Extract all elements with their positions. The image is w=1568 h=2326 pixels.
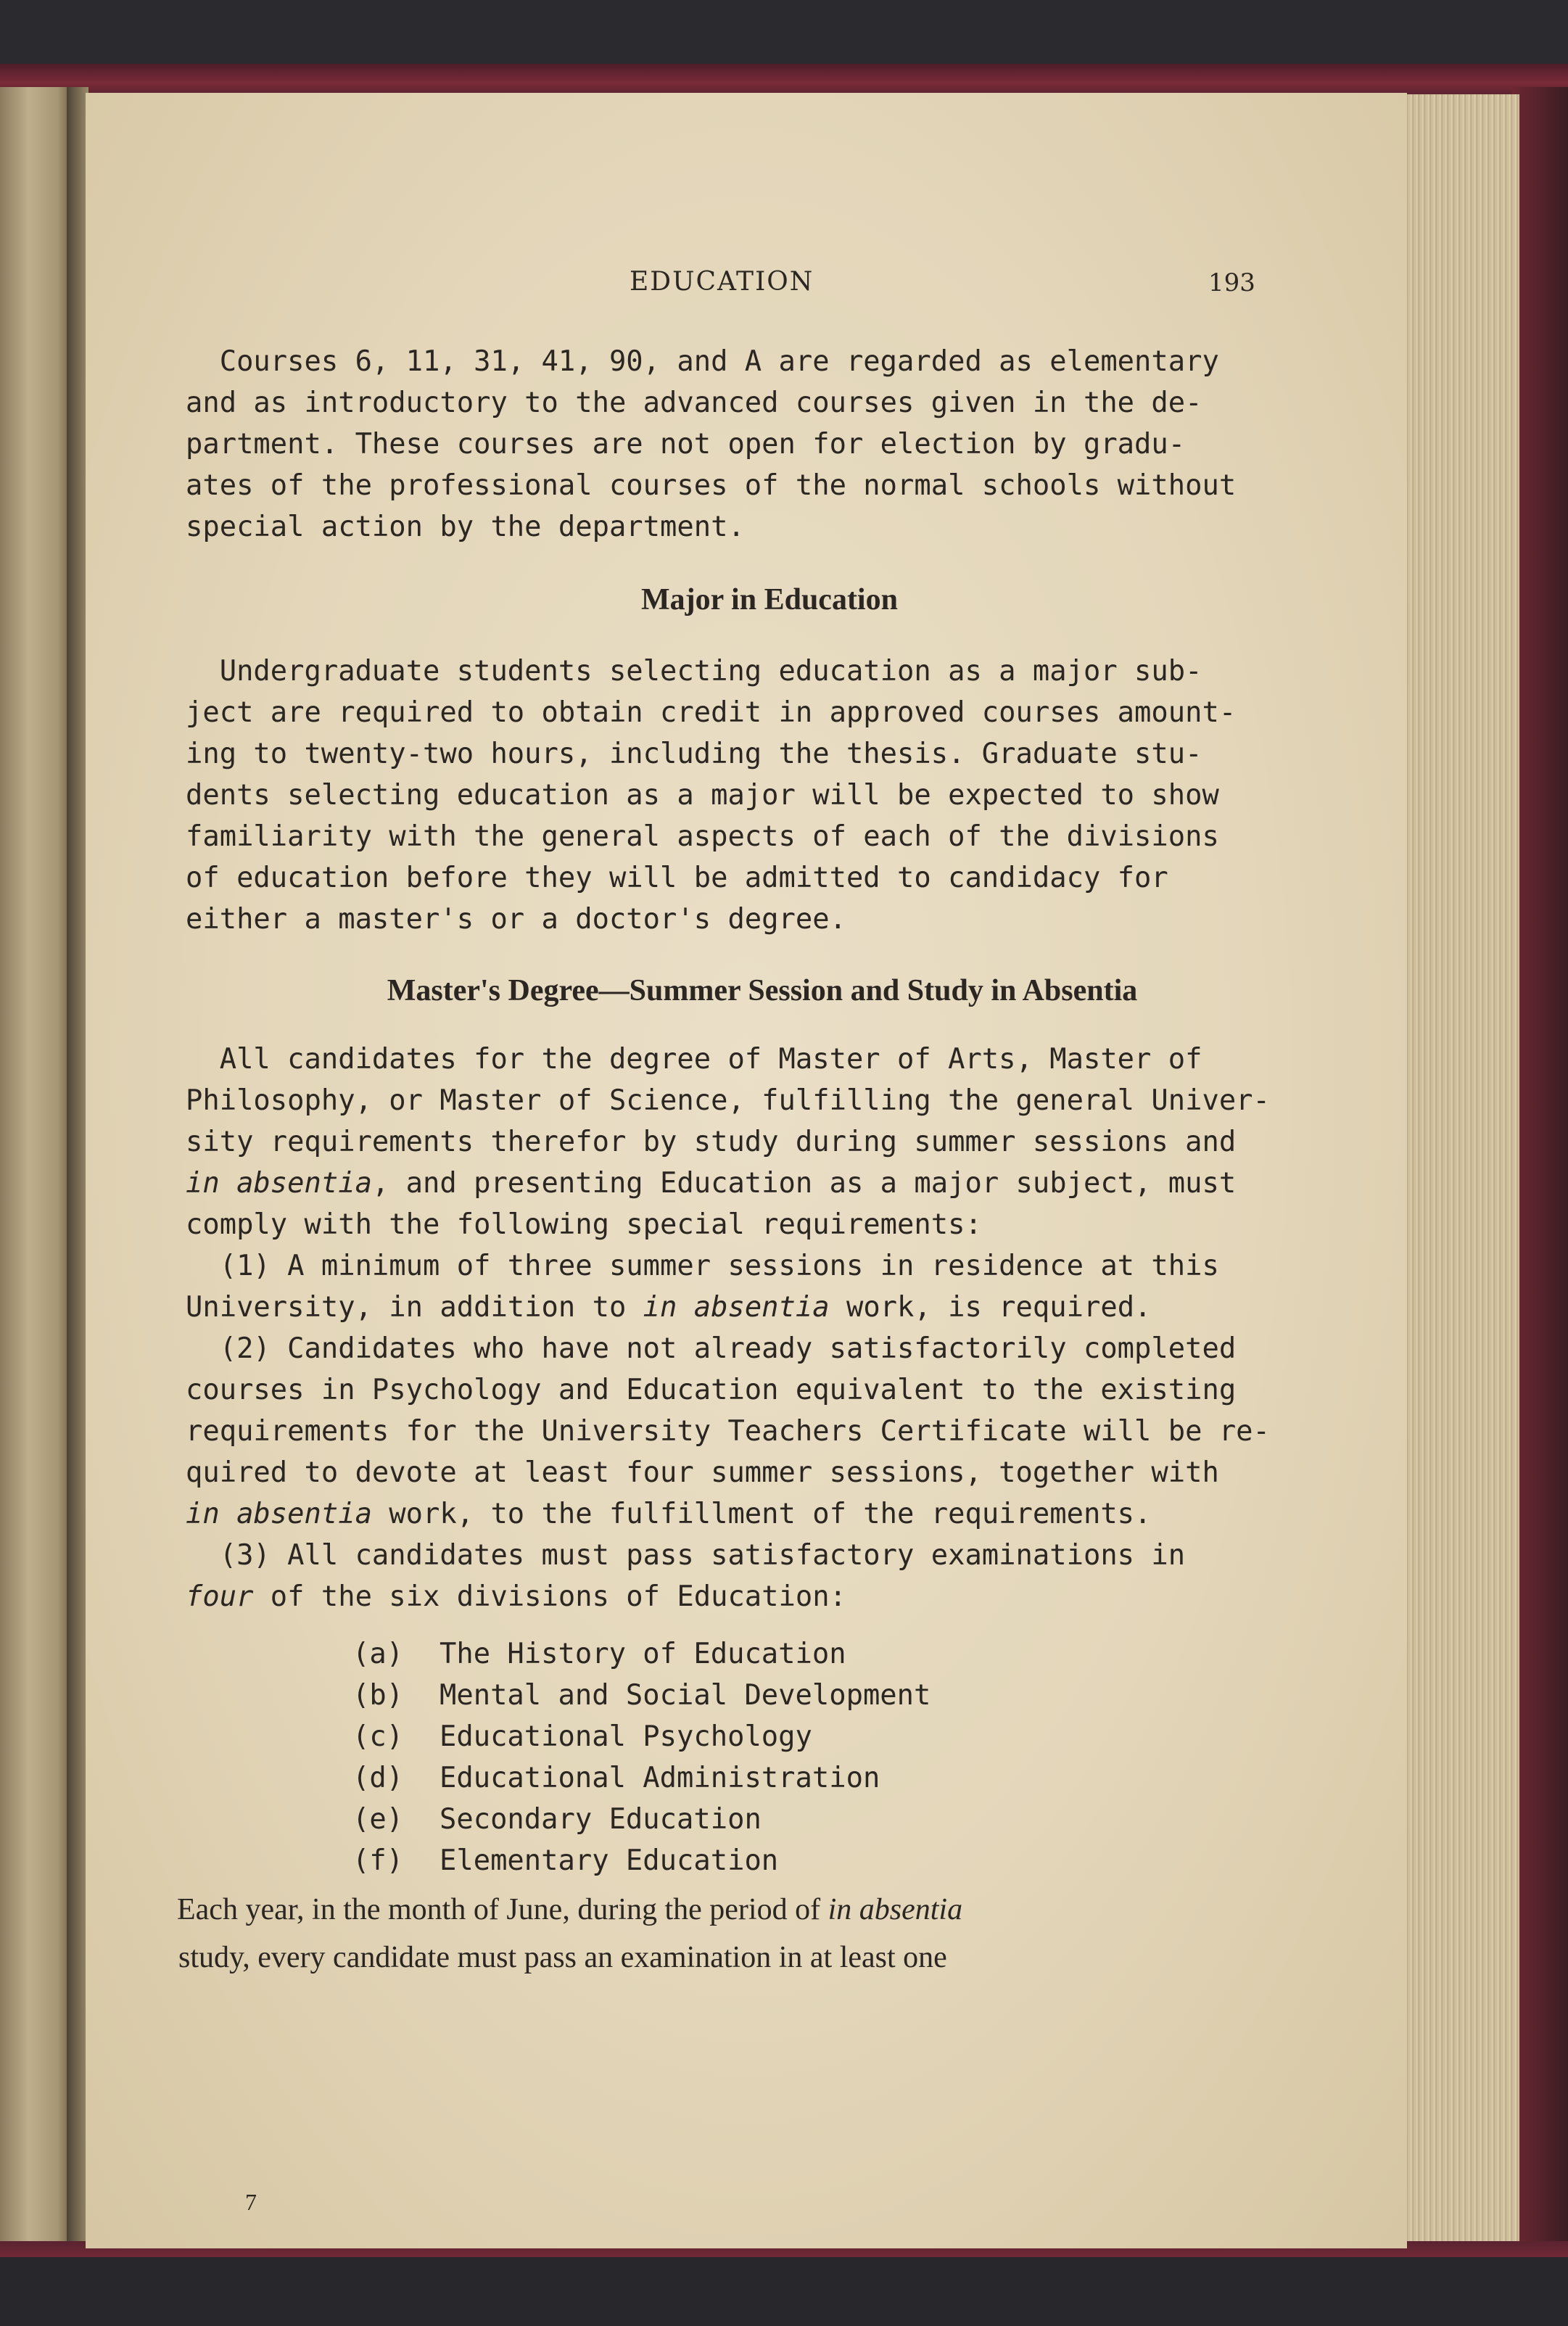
- page-body: [177, 341, 1339, 1979]
- paragraph-closing: [177, 1889, 1339, 1979]
- text-line: and as introductory to the advanced courses given in the de-: [186, 387, 1202, 419]
- list-label: Mental and Social Development: [440, 1679, 931, 1712]
- italic-term: four: [186, 1580, 254, 1613]
- list-item: [352, 1716, 1339, 1757]
- text-fragment: work, to the fulfillment of the requirements.: [371, 1498, 1152, 1530]
- italic-term: in absentia: [828, 1893, 963, 1926]
- running-title: EDUCATION: [630, 267, 814, 297]
- text-line: of education before they will be admitted to candidacy for: [186, 862, 1168, 894]
- book-page: [86, 93, 1407, 2248]
- text-line: [186, 1287, 1339, 1328]
- requirement-3: [186, 1535, 1339, 1617]
- text-line: (1) A minimum of three summer sessions in residence at this: [186, 1250, 1219, 1282]
- requirement-2: [186, 1328, 1339, 1535]
- list-marker: (e): [352, 1803, 404, 1836]
- text-line: [186, 1493, 1339, 1535]
- list-marker: (b): [352, 1679, 404, 1712]
- section-heading-masters: Master's Degree—Summer Session and Study in Absentia: [387, 974, 1138, 1007]
- book-binding-top: [0, 64, 1568, 96]
- list-item: [352, 1633, 1339, 1675]
- text-line: study, every candidate must pass an examination in at least one: [178, 1941, 947, 1974]
- text-line: [177, 1889, 1339, 1931]
- list-item: [352, 1757, 1339, 1799]
- section-heading-major: Major in Education: [641, 583, 898, 616]
- list-item: [352, 1799, 1339, 1840]
- list-label: Educational Psychology: [440, 1720, 812, 1753]
- text-fragment: , and presenting Education as a major subject, must: [371, 1167, 1237, 1200]
- previous-page-edge: [0, 87, 73, 2248]
- text-line: courses in Psychology and Education equivalent to the existing: [186, 1374, 1237, 1406]
- text-fragment: work, is required.: [829, 1291, 1152, 1324]
- signature-mark: 7: [245, 2189, 257, 2215]
- list-label: The History of Education: [440, 1638, 846, 1670]
- italic-term: in absentia: [643, 1291, 830, 1324]
- text-line: Philosophy, or Master of Science, fulfilling the general Univer-: [186, 1084, 1270, 1117]
- text-line: quired to devote at least four summer sessions, together with: [186, 1456, 1219, 1489]
- text-line: special action by the department.: [186, 511, 745, 543]
- text-line: comply with the following special requirements:: [186, 1208, 982, 1241]
- text-fragment: University, in addition to: [186, 1291, 643, 1324]
- text-line: sity requirements therefor by study during summer sessions and: [186, 1126, 1237, 1158]
- text-line: ates of the professional courses of the normal schools without: [186, 469, 1237, 502]
- list-marker: (c): [352, 1720, 404, 1753]
- book-cover-edge: [1512, 87, 1568, 2256]
- text-line: All candidates for the degree of Master of Arts, Master of: [186, 1043, 1202, 1076]
- text-line: [186, 1163, 1339, 1204]
- requirement-1: [186, 1245, 1339, 1328]
- text-fragment: Each year, in the month of June, during the period of: [177, 1893, 828, 1926]
- running-header: [86, 267, 1407, 310]
- text-line: requirements for the University Teachers Certificate will be re-: [186, 1415, 1270, 1448]
- page-number: 193: [1208, 268, 1255, 297]
- list-label: Secondary Education: [440, 1803, 762, 1836]
- italic-term: in absentia: [186, 1498, 372, 1530]
- list-label: Educational Administration: [440, 1762, 880, 1794]
- page-stack-edge: [1403, 94, 1519, 2252]
- paragraph-candidates: [186, 1039, 1339, 1245]
- list-marker: (a): [352, 1638, 404, 1670]
- scan-background-bottom: [0, 2257, 1568, 2326]
- text-line: familiarity with the general aspects of each of the divisions: [186, 820, 1219, 853]
- list-item: [352, 1675, 1339, 1716]
- text-line: ing to twenty-two hours, including the thesis. Graduate stu-: [186, 738, 1202, 770]
- list-item: [352, 1840, 1339, 1881]
- paragraph-major: [186, 651, 1339, 940]
- list-label: Elementary Education: [440, 1844, 779, 1877]
- list-marker: (f): [352, 1844, 404, 1877]
- text-line: ject are required to obtain credit in approved courses amount-: [186, 696, 1237, 729]
- text-line: (2) Candidates who have not already satisfactorily completed: [186, 1332, 1237, 1365]
- divisions-list: [352, 1633, 1339, 1881]
- text-line: (3) All candidates must pass satisfactory examinations in: [186, 1539, 1186, 1572]
- italic-term: in absentia: [186, 1167, 372, 1200]
- paragraph-courses: [186, 341, 1339, 548]
- text-line: either a master's or a doctor's degree.: [186, 903, 846, 936]
- text-line: partment. These courses are not open for election by gradu-: [186, 428, 1186, 461]
- list-marker: (d): [352, 1762, 404, 1794]
- text-line: Courses 6, 11, 31, 41, 90, and A are regarded as elementary: [186, 345, 1219, 378]
- text-line: dents selecting education as a major will be expected to show: [186, 779, 1219, 812]
- text-fragment: of the six divisions of Education:: [253, 1580, 846, 1613]
- text-line: Undergraduate students selecting education as a major sub-: [186, 655, 1202, 688]
- text-line: [186, 1576, 1339, 1617]
